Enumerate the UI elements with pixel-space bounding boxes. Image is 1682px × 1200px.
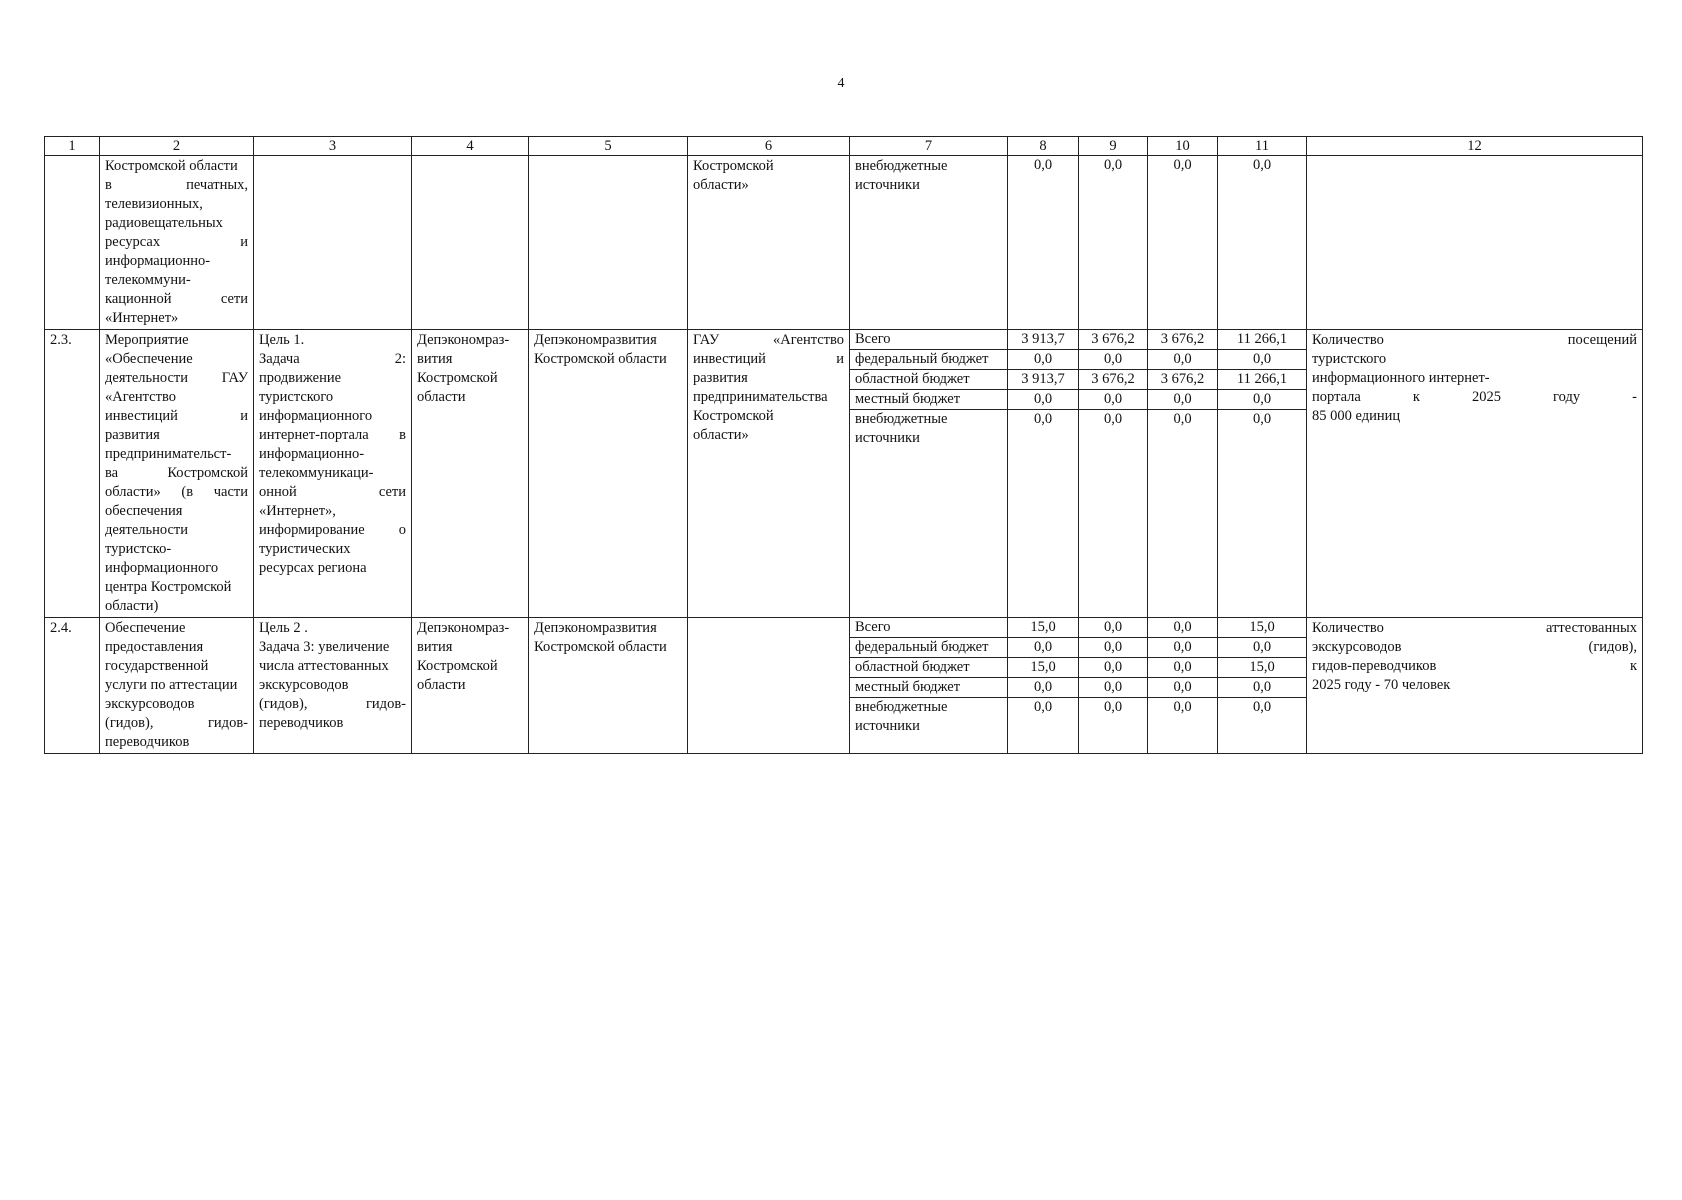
cell-event-name xyxy=(100,618,254,754)
cell-value xyxy=(1148,618,1218,754)
text-line: предпринимательст- xyxy=(105,446,232,462)
text-line: телекоммуникаци- xyxy=(259,465,374,481)
cell-number: 2.3. xyxy=(45,330,100,618)
text-line: туристических xyxy=(259,541,351,557)
text-line: информационного интернет- xyxy=(1312,370,1490,386)
text-line: инвестиций и xyxy=(105,408,248,424)
value: 15,0 xyxy=(1218,658,1306,678)
text-line: экскурсоводов xyxy=(105,696,195,712)
value: 15,0 xyxy=(1008,658,1078,678)
value: 0,0 xyxy=(1079,350,1147,370)
value: 0,0 xyxy=(1033,157,1053,173)
table-row-continuation xyxy=(45,156,1643,330)
header-cell: 11 xyxy=(1218,137,1307,156)
cell-participant xyxy=(688,330,850,618)
cell-value xyxy=(1008,618,1079,754)
text-line: продвижение xyxy=(259,370,342,386)
text-line: области» (в части xyxy=(105,484,248,500)
value: 0,0 xyxy=(1148,618,1217,638)
header-cell: 10 xyxy=(1148,137,1218,156)
text-line: переводчиков xyxy=(259,715,344,731)
cell-coexecutor xyxy=(529,330,688,618)
text-line: области xyxy=(417,677,466,693)
value: 0,0 xyxy=(1008,390,1078,410)
value: 0,0 xyxy=(1079,678,1147,698)
source-label: федеральный бюджет xyxy=(850,350,1007,370)
value: 11 266,1 xyxy=(1218,330,1306,350)
text-line: информирование о xyxy=(259,522,406,538)
cell-indicator xyxy=(1307,156,1643,330)
text-line: Костромской области xyxy=(105,158,238,174)
text-line: деятельности xyxy=(105,522,189,538)
text-line: Обеспечение xyxy=(105,620,186,636)
text-line: Костромской области xyxy=(534,351,667,367)
cell-funding-source xyxy=(850,618,1008,754)
text-line: предпринимательства xyxy=(693,389,828,405)
text-line: интернет-портала в xyxy=(259,427,406,443)
cell-responsible xyxy=(412,156,529,330)
text-line: Костромской xyxy=(417,658,498,674)
value: 0,0 xyxy=(1252,699,1272,715)
text-line: экскурсоводов (гидов), xyxy=(1312,639,1637,655)
page-number: 4 xyxy=(837,76,845,91)
header-cell: 5 xyxy=(529,137,688,156)
value: 11 266,1 xyxy=(1218,370,1306,390)
header-cell: 2 xyxy=(100,137,254,156)
text-line: деятельности ГАУ xyxy=(105,370,248,386)
text-line: Количество аттестованных xyxy=(1312,620,1637,636)
value: 0,0 xyxy=(1079,638,1147,658)
text-line: развития xyxy=(693,370,748,386)
value: 0,0 xyxy=(1079,658,1147,678)
text-line: экскурсоводов xyxy=(259,677,349,693)
text-line: туристско- xyxy=(105,541,172,557)
text-line: в печатных, xyxy=(105,177,248,193)
value: 0,0 xyxy=(1173,699,1192,715)
cell-number: 2.4. xyxy=(45,618,100,754)
value: 0,0 xyxy=(1148,658,1217,678)
value: 0,0 xyxy=(1173,157,1192,173)
text-line: государственной xyxy=(105,658,209,674)
text-line: области) xyxy=(105,598,159,614)
cell-value xyxy=(1148,330,1218,618)
value: 0,0 xyxy=(1079,390,1147,410)
text-line: Задача 3: увеличение xyxy=(259,639,390,655)
text-line: центра Костромской xyxy=(105,579,232,595)
source-label: федеральный бюджет xyxy=(850,638,1007,658)
cell-funding-source xyxy=(850,330,1008,618)
value: 0,0 xyxy=(1008,678,1078,698)
text-line: туристского xyxy=(1312,351,1387,367)
text-line: (гидов), гидов- xyxy=(105,715,248,731)
text-line: туристского xyxy=(259,389,334,405)
cell-value xyxy=(1218,156,1307,330)
value: 0,0 xyxy=(1148,638,1217,658)
text-line: области» xyxy=(693,427,749,443)
value: 0,0 xyxy=(1252,157,1272,173)
text-line: Мероприятие xyxy=(105,332,189,348)
text-line: инвестиций и xyxy=(693,351,844,367)
text-line: Цель 2 . xyxy=(259,620,308,636)
value: 0,0 xyxy=(1218,390,1306,410)
value: 0,0 xyxy=(1079,618,1147,638)
value: 3 676,2 xyxy=(1148,330,1217,350)
cell-indicator xyxy=(1307,618,1643,754)
value: 15,0 xyxy=(1218,618,1306,638)
source-label: местный бюджет xyxy=(850,678,1007,698)
cell-event-name xyxy=(100,330,254,618)
value: 0,0 xyxy=(1148,350,1217,370)
text-line: источники xyxy=(855,177,920,193)
cell-goal xyxy=(254,330,412,618)
text-line: Задача 2: xyxy=(259,351,406,367)
text-line: Депэкономразвития xyxy=(534,332,657,348)
budget-table xyxy=(44,136,1643,754)
text-line: переводчиков xyxy=(105,734,190,750)
text-line: обеспечения xyxy=(105,503,183,519)
value: 0,0 xyxy=(1008,350,1078,370)
text-line: «Интернет», xyxy=(259,503,336,519)
header-cell: 3 xyxy=(254,137,412,156)
text-line: Костромской области xyxy=(534,639,667,655)
text-line: информационного xyxy=(259,408,373,424)
text-line: ресурсах и xyxy=(105,234,248,250)
text-line: информационного xyxy=(105,560,219,576)
value: 0,0 xyxy=(1103,699,1123,715)
table-row-2-3 xyxy=(45,330,1643,618)
text-line: услуги по аттестации xyxy=(105,677,238,693)
cell-goal xyxy=(254,156,412,330)
text-line: Костромской xyxy=(693,158,774,174)
text-line: «Агентство xyxy=(105,389,176,405)
text-line: Депэкономразвития xyxy=(534,620,657,636)
text-line: телевизионных, xyxy=(105,196,203,212)
header-cell: 7 xyxy=(850,137,1008,156)
cell-value xyxy=(1079,156,1148,330)
text-line: «Интернет» xyxy=(105,310,179,326)
cell-participant xyxy=(688,618,850,754)
text-line: радиовещательных xyxy=(105,215,223,231)
table-row-2-4 xyxy=(45,618,1643,754)
header-cell: 8 xyxy=(1008,137,1079,156)
value: 0,0 xyxy=(1148,390,1217,410)
text-line: портала к 2025 году - xyxy=(1312,389,1637,405)
value: 0,0 xyxy=(1103,157,1123,173)
text-line: вития xyxy=(417,639,453,655)
source-label: областной бюджет xyxy=(850,370,1007,390)
cell-number xyxy=(45,156,100,330)
text-line: 85 000 единиц xyxy=(1312,408,1401,424)
value: 0,0 xyxy=(1252,411,1272,427)
text-line: кационной сети xyxy=(105,291,248,307)
cell-value xyxy=(1008,330,1079,618)
cell-value xyxy=(1148,156,1218,330)
cell-value xyxy=(1218,330,1307,618)
cell-indicator xyxy=(1307,330,1643,618)
header-cell: 6 xyxy=(688,137,850,156)
text-line: ресурсах региона xyxy=(259,560,367,576)
cell-value xyxy=(1008,156,1079,330)
value: 15,0 xyxy=(1008,618,1078,638)
value: 0,0 xyxy=(1033,699,1053,715)
text-line: предоставления xyxy=(105,639,204,655)
value: 0,0 xyxy=(1173,411,1192,427)
text-line: вития xyxy=(417,351,453,367)
cell-responsible xyxy=(412,330,529,618)
header-cell: 4 xyxy=(412,137,529,156)
text-line: онной сети xyxy=(259,484,406,500)
text-line: 2025 году - 70 человек xyxy=(1312,677,1451,693)
source-label: внебюджетные источники xyxy=(855,411,948,446)
cell-participant xyxy=(688,156,850,330)
value: 3 913,7 xyxy=(1008,370,1078,390)
text-line: Количество посещений xyxy=(1312,332,1637,348)
header-cell: 9 xyxy=(1079,137,1148,156)
text-line: Депэкономраз- xyxy=(417,332,510,348)
value: 0,0 xyxy=(1218,678,1306,698)
text-line: информационно- xyxy=(105,253,211,269)
source-label: внебюджетные источники xyxy=(855,699,948,734)
cell-responsible xyxy=(412,618,529,754)
text-line: Костромской xyxy=(693,408,774,424)
cell-coexecutor xyxy=(529,156,688,330)
header-row xyxy=(45,137,1643,156)
text-line: области xyxy=(417,389,466,405)
value: 3 676,2 xyxy=(1148,370,1217,390)
header-cell: 1 xyxy=(45,137,100,156)
text-line: ва Костромской xyxy=(105,465,248,481)
cell-event-name xyxy=(100,156,254,330)
value: 3 676,2 xyxy=(1079,370,1147,390)
text-line: телекоммуни- xyxy=(105,272,191,288)
text-line: области» xyxy=(693,177,749,193)
source-label: Всего xyxy=(850,330,1007,350)
value: 0,0 xyxy=(1148,678,1217,698)
source-label: Всего xyxy=(850,618,1007,638)
cell-funding-source xyxy=(850,156,1008,330)
value: 3 676,2 xyxy=(1079,330,1147,350)
value: 0,0 xyxy=(1033,411,1053,427)
text-line: внебюджетные xyxy=(855,158,948,174)
text-line: Костромской xyxy=(417,370,498,386)
text-line: ГАУ «Агентство xyxy=(693,332,844,348)
text-line: информационно- xyxy=(259,446,365,462)
cell-coexecutor xyxy=(529,618,688,754)
text-line: Депэкономраз- xyxy=(417,620,510,636)
text-line: «Обеспечение xyxy=(105,351,193,367)
cell-value xyxy=(1218,618,1307,754)
text-line: (гидов), гидов- xyxy=(259,696,406,712)
value: 0,0 xyxy=(1218,350,1306,370)
value: 0,0 xyxy=(1103,411,1123,427)
cell-value xyxy=(1079,330,1148,618)
value: 0,0 xyxy=(1008,638,1078,658)
cell-value xyxy=(1079,618,1148,754)
source-label: областной бюджет xyxy=(850,658,1007,678)
text-line: Цель 1. xyxy=(259,332,305,348)
text-line: развития xyxy=(105,427,160,443)
value: 0,0 xyxy=(1218,638,1306,658)
text-line: гидов-переводчиков к xyxy=(1312,658,1637,674)
source-label: местный бюджет xyxy=(850,390,1007,410)
cell-goal xyxy=(254,618,412,754)
text-line: числа аттестованных xyxy=(259,658,389,674)
header-cell: 12 xyxy=(1307,137,1643,156)
value: 3 913,7 xyxy=(1008,330,1078,350)
